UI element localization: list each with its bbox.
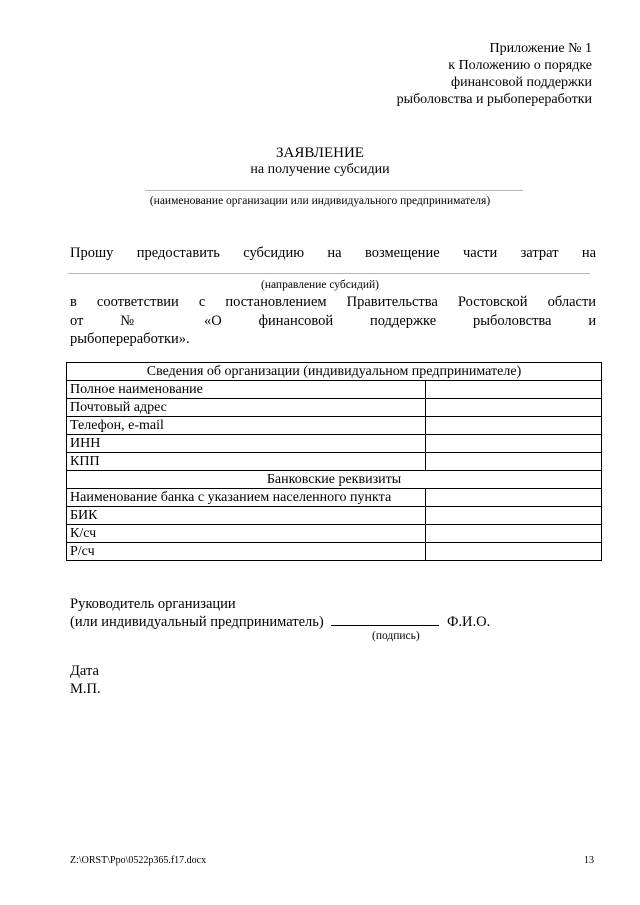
table-row bbox=[67, 489, 602, 507]
accordance-word: области bbox=[547, 294, 597, 310]
signature-fio: Ф.И.О. bbox=[446, 614, 491, 630]
table-row bbox=[67, 435, 602, 453]
document-title: ЗАЯВЛЕНИЕ bbox=[276, 145, 364, 161]
appendix-line: Приложение № 1 bbox=[489, 41, 592, 56]
table-header-row bbox=[67, 363, 602, 381]
accordance-word: постановлением bbox=[225, 294, 327, 310]
row-label-settlement-account: Р/сч bbox=[67, 543, 426, 561]
table-row bbox=[67, 525, 602, 543]
signature-blank bbox=[331, 613, 439, 626]
footer-page-number: 13 bbox=[584, 855, 594, 866]
footer-file-path: Z:\ORST\Ppo\0522p365.f17.docx bbox=[70, 855, 207, 866]
resolution-line bbox=[70, 312, 596, 330]
request-line bbox=[70, 244, 596, 262]
appendix-header bbox=[332, 40, 592, 108]
table-row bbox=[67, 399, 602, 417]
row-label-inn: ИНН bbox=[67, 435, 426, 453]
row-value-full-name bbox=[425, 381, 601, 399]
row-value-kpp bbox=[425, 453, 601, 471]
appendix-line: к Положению о порядке bbox=[448, 58, 592, 73]
document-subtitle: на получение субсидии bbox=[250, 162, 390, 177]
row-label-phone-email: Телефон, e-mail bbox=[67, 417, 426, 435]
request-word: части bbox=[462, 245, 498, 261]
accordance-word: с bbox=[198, 294, 206, 310]
accordance-line bbox=[70, 293, 596, 311]
section-header-organization: Сведения об организации (индивидуальном предпринимателе) bbox=[67, 363, 602, 381]
request-word: субсидию bbox=[243, 245, 305, 261]
request-word: на bbox=[581, 245, 597, 261]
request-word: на bbox=[327, 245, 342, 261]
row-value-correspondent-account bbox=[425, 525, 601, 543]
row-label-kpp: КПП bbox=[67, 453, 426, 471]
accordance-word: соответствии bbox=[96, 294, 179, 310]
accordance-word: Ростовской bbox=[457, 294, 528, 310]
number-sign: № bbox=[120, 313, 168, 329]
request-word: Прошу bbox=[70, 245, 114, 261]
signature-line2 bbox=[70, 613, 490, 631]
request-word: предоставить bbox=[136, 245, 220, 261]
signature-caption: (подпись) bbox=[372, 630, 420, 642]
org-name-line bbox=[145, 190, 523, 191]
table-row bbox=[67, 381, 602, 399]
organization-info-table bbox=[66, 362, 602, 561]
table-row bbox=[67, 453, 602, 471]
row-value-phone-email bbox=[425, 417, 601, 435]
table-header-row bbox=[67, 471, 602, 489]
from-word: от bbox=[70, 313, 84, 329]
table-row bbox=[67, 507, 602, 525]
accordance-word: в bbox=[70, 294, 77, 310]
signature-line1: Руководитель организации bbox=[70, 596, 236, 612]
resolution-word: и bbox=[588, 313, 597, 329]
org-name-caption: (наименование организации или индивидуального предпринимателя) bbox=[149, 195, 491, 207]
stamp-label: М.П. bbox=[70, 681, 101, 697]
row-value-inn bbox=[425, 435, 601, 453]
row-value-postal-address bbox=[425, 399, 601, 417]
row-value-bik bbox=[425, 507, 601, 525]
resolution-word: поддержке bbox=[369, 313, 437, 329]
row-label-postal-address: Почтовый адрес bbox=[67, 399, 426, 417]
appendix-line: рыболовства и рыбопереработки bbox=[396, 92, 592, 107]
row-label-full-name: Полное наименование bbox=[67, 381, 426, 399]
request-word: затрат bbox=[520, 245, 559, 261]
row-value-settlement-account bbox=[425, 543, 601, 561]
table-row bbox=[67, 543, 602, 561]
resolution-word: рыболовства bbox=[472, 313, 552, 329]
row-value-bank-name bbox=[425, 489, 601, 507]
resolution-word: «О bbox=[204, 313, 222, 329]
direction-line bbox=[68, 273, 590, 274]
direction-caption: (направление субсидий) bbox=[260, 279, 379, 291]
resolution-end: рыбопереработки». bbox=[70, 331, 190, 347]
section-header-bank: Банковские реквизиты bbox=[67, 471, 602, 489]
row-label-correspondent-account: К/сч bbox=[67, 525, 426, 543]
row-label-bank-name: Наименование банка с указанием населенного пункта bbox=[67, 489, 426, 507]
date-label: Дата bbox=[70, 663, 99, 679]
table-row bbox=[67, 417, 602, 435]
resolution-word: финансовой bbox=[258, 313, 334, 329]
appendix-line: финансовой поддержки bbox=[451, 75, 592, 90]
request-word: возмещение bbox=[364, 245, 440, 261]
row-label-bik: БИК bbox=[67, 507, 426, 525]
signature-role: (или индивидуальный предприниматель) bbox=[70, 614, 324, 630]
accordance-word: Правительства bbox=[346, 294, 438, 310]
